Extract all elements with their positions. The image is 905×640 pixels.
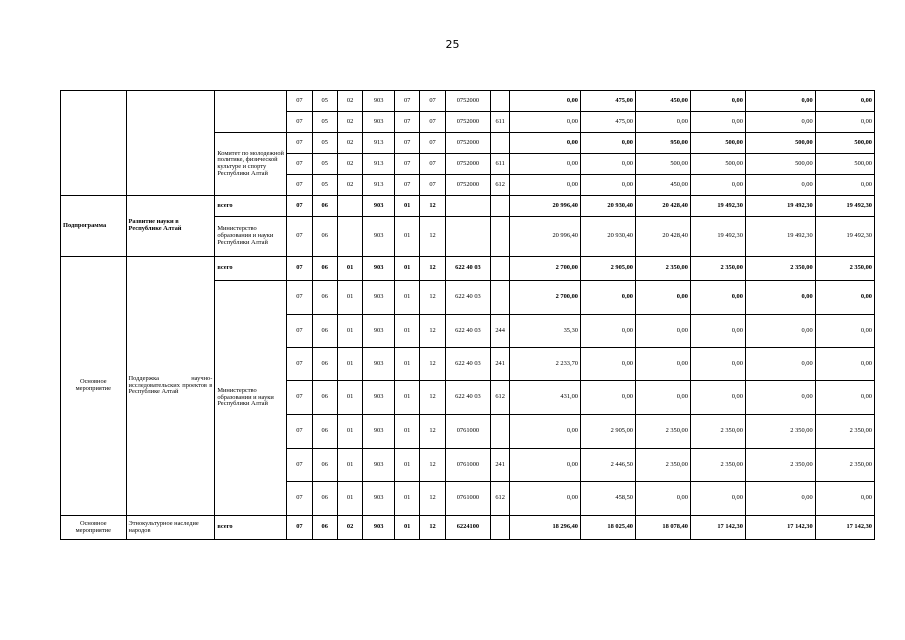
code-cell: 01	[337, 449, 362, 482]
code-cell: 903	[363, 281, 395, 315]
table-row	[61, 196, 875, 217]
code-cell: 02	[337, 133, 362, 154]
code-cell: 612	[491, 381, 510, 415]
code-cell	[337, 217, 362, 257]
amount-cell: 0,00	[635, 281, 690, 315]
amount-cell: 0,00	[581, 315, 636, 348]
code-cell: 0761000	[445, 415, 490, 449]
code-cell: 12	[420, 196, 445, 217]
amount-cell: 0,00	[690, 315, 745, 348]
code-cell: 07	[287, 348, 312, 381]
amount-cell: 19 492,30	[745, 217, 815, 257]
amount-cell: 0,00	[510, 482, 581, 516]
amount-cell: 0,00	[581, 175, 636, 196]
code-cell: 05	[312, 154, 337, 175]
code-cell	[445, 196, 490, 217]
code-cell: 05	[312, 112, 337, 133]
amount-cell: 0,00	[815, 281, 874, 315]
code-cell: 07	[287, 196, 312, 217]
code-cell: 06	[312, 415, 337, 449]
code-cell: 0752000	[445, 112, 490, 133]
total-label: всего	[215, 196, 287, 217]
code-cell: 07	[420, 154, 445, 175]
amount-cell: 2 350,00	[635, 449, 690, 482]
ministry-cell: Министерство образовании и науки Республики Алтай	[215, 281, 287, 516]
amount-cell: 500,00	[815, 154, 874, 175]
empty-cell	[126, 91, 215, 196]
code-cell: 01	[394, 196, 419, 217]
code-cell: 07	[287, 482, 312, 516]
ministry-cell: Министерство образования и науки Республики Алтай	[215, 217, 287, 257]
code-cell	[337, 196, 362, 217]
code-cell: 02	[337, 175, 362, 196]
code-cell: 07	[287, 91, 312, 112]
amount-cell: 500,00	[690, 154, 745, 175]
amount-cell: 2 350,00	[815, 449, 874, 482]
amount-cell: 450,00	[635, 175, 690, 196]
amount-cell: 431,00	[510, 381, 581, 415]
amount-cell: 19 492,30	[690, 217, 745, 257]
measure-label: Основное мероприятие	[61, 257, 127, 516]
amount-cell: 0,00	[745, 91, 815, 112]
code-cell: 903	[363, 482, 395, 516]
page-number: 25	[445, 38, 460, 51]
code-cell: 06	[312, 449, 337, 482]
code-cell: 0752000	[445, 91, 490, 112]
code-cell: 611	[491, 154, 510, 175]
amount-cell: 0,00	[581, 281, 636, 315]
amount-cell: 19 492,30	[815, 196, 874, 217]
code-cell: 12	[420, 482, 445, 516]
amount-cell: 2 233,70	[510, 348, 581, 381]
code-cell: 01	[337, 415, 362, 449]
code-cell: 622 40 03	[445, 315, 490, 348]
code-cell: 05	[312, 91, 337, 112]
measure-title: Этнокультурное наследие народов	[126, 516, 215, 540]
code-cell: 01	[394, 381, 419, 415]
code-cell	[491, 217, 510, 257]
code-cell: 12	[420, 315, 445, 348]
amount-cell: 0,00	[815, 91, 874, 112]
amount-cell: 2 350,00	[690, 449, 745, 482]
amount-cell: 2 350,00	[745, 449, 815, 482]
code-cell: 903	[363, 196, 395, 217]
code-cell: 12	[420, 381, 445, 415]
amount-cell: 0,00	[510, 91, 581, 112]
code-cell: 01	[394, 482, 419, 516]
amount-cell: 0,00	[690, 348, 745, 381]
code-cell: 903	[363, 257, 395, 281]
code-cell: 622 40 03	[445, 381, 490, 415]
code-cell	[491, 516, 510, 540]
code-cell: 903	[363, 415, 395, 449]
code-cell: 07	[394, 154, 419, 175]
code-cell: 07	[420, 175, 445, 196]
code-cell: 12	[420, 257, 445, 281]
code-cell: 903	[363, 449, 395, 482]
code-cell: 06	[312, 381, 337, 415]
table-row	[61, 91, 875, 112]
code-cell: 07	[394, 112, 419, 133]
table-row	[61, 257, 875, 281]
code-cell: 06	[312, 217, 337, 257]
code-cell: 07	[394, 91, 419, 112]
code-cell: 903	[363, 217, 395, 257]
amount-cell: 950,00	[635, 133, 690, 154]
subprogram-label: Подпрограмма	[61, 196, 127, 257]
code-cell: 903	[363, 315, 395, 348]
code-cell: 611	[491, 112, 510, 133]
amount-cell: 2 350,00	[745, 257, 815, 281]
amount-cell: 0,00	[690, 112, 745, 133]
amount-cell: 2 700,00	[510, 281, 581, 315]
code-cell: 12	[420, 449, 445, 482]
code-cell: 0761000	[445, 482, 490, 516]
code-cell: 02	[337, 154, 362, 175]
budget-table	[60, 90, 875, 540]
amount-cell: 0,00	[815, 175, 874, 196]
code-cell: 02	[337, 112, 362, 133]
amount-cell: 17 142,30	[745, 516, 815, 540]
subprogram-title: Развитие науки в Республике Алтай	[126, 196, 215, 257]
committee-cell: Комитет по молодежной политике, физической культуре и спорту Республики Алтай	[215, 133, 287, 196]
amount-cell: 0,00	[510, 133, 581, 154]
amount-cell: 0,00	[510, 449, 581, 482]
code-cell: 01	[394, 281, 419, 315]
code-cell	[491, 91, 510, 112]
amount-cell: 20 930,40	[581, 196, 636, 217]
code-cell: 07	[287, 257, 312, 281]
total-label: всего	[215, 516, 287, 540]
code-cell: 06	[312, 196, 337, 217]
amount-cell: 0,00	[690, 91, 745, 112]
code-cell: 612	[491, 175, 510, 196]
code-cell: 0752000	[445, 154, 490, 175]
amount-cell: 0,00	[510, 154, 581, 175]
code-cell: 07	[287, 281, 312, 315]
amount-cell: 17 142,30	[815, 516, 874, 540]
code-cell: 241	[491, 348, 510, 381]
empty-cell	[215, 91, 287, 133]
amount-cell: 458,50	[581, 482, 636, 516]
code-cell: 07	[287, 449, 312, 482]
code-cell: 01	[337, 257, 362, 281]
code-cell	[491, 133, 510, 154]
code-cell: 06	[312, 482, 337, 516]
code-cell: 244	[491, 315, 510, 348]
amount-cell: 0,00	[510, 112, 581, 133]
amount-cell: 0,00	[745, 482, 815, 516]
amount-cell: 0,00	[510, 415, 581, 449]
code-cell: 01	[337, 348, 362, 381]
amount-cell: 0,00	[815, 381, 874, 415]
amount-cell: 0,00	[815, 482, 874, 516]
amount-cell: 0,00	[745, 112, 815, 133]
amount-cell: 0,00	[690, 281, 745, 315]
code-cell: 903	[363, 91, 395, 112]
amount-cell: 500,00	[635, 154, 690, 175]
code-cell: 622 40 03	[445, 257, 490, 281]
amount-cell: 19 492,30	[690, 196, 745, 217]
amount-cell: 20 996,40	[510, 217, 581, 257]
code-cell: 07	[420, 133, 445, 154]
code-cell: 622 40 03	[445, 348, 490, 381]
code-cell: 12	[420, 217, 445, 257]
code-cell	[491, 257, 510, 281]
amount-cell: 0,00	[581, 133, 636, 154]
amount-cell: 2 350,00	[745, 415, 815, 449]
code-cell: 07	[287, 516, 312, 540]
amount-cell: 0,00	[581, 381, 636, 415]
code-cell: 06	[312, 348, 337, 381]
code-cell: 903	[363, 348, 395, 381]
code-cell: 01	[394, 516, 419, 540]
code-cell: 05	[312, 133, 337, 154]
amount-cell: 35,30	[510, 315, 581, 348]
amount-cell: 2 350,00	[815, 415, 874, 449]
code-cell	[445, 217, 490, 257]
amount-cell: 0,00	[815, 112, 874, 133]
empty-cell	[61, 91, 127, 196]
amount-cell: 2 446,50	[581, 449, 636, 482]
amount-cell: 0,00	[635, 381, 690, 415]
amount-cell: 0,00	[745, 175, 815, 196]
code-cell: 07	[394, 133, 419, 154]
code-cell: 01	[394, 415, 419, 449]
amount-cell: 475,00	[581, 91, 636, 112]
amount-cell: 0,00	[745, 281, 815, 315]
code-cell: 913	[363, 154, 395, 175]
code-cell: 12	[420, 415, 445, 449]
code-cell: 12	[420, 348, 445, 381]
amount-cell: 0,00	[635, 315, 690, 348]
amount-cell: 0,00	[635, 482, 690, 516]
code-cell: 903	[363, 516, 395, 540]
amount-cell: 500,00	[745, 154, 815, 175]
code-cell: 01	[337, 482, 362, 516]
amount-cell: 2 350,00	[690, 257, 745, 281]
amount-cell: 0,00	[581, 154, 636, 175]
amount-cell: 0,00	[690, 175, 745, 196]
amount-cell: 20 930,40	[581, 217, 636, 257]
code-cell: 913	[363, 133, 395, 154]
code-cell: 903	[363, 112, 395, 133]
code-cell: 12	[420, 281, 445, 315]
code-cell: 6224100	[445, 516, 490, 540]
code-cell: 07	[420, 112, 445, 133]
code-cell	[491, 196, 510, 217]
code-cell: 241	[491, 449, 510, 482]
amount-cell: 2 700,00	[510, 257, 581, 281]
amount-cell: 0,00	[745, 381, 815, 415]
code-cell: 903	[363, 381, 395, 415]
amount-cell: 0,00	[745, 348, 815, 381]
table-row	[61, 516, 875, 540]
amount-cell: 20 428,40	[635, 217, 690, 257]
amount-cell: 2 350,00	[690, 415, 745, 449]
code-cell: 06	[312, 315, 337, 348]
amount-cell: 0,00	[635, 348, 690, 381]
amount-cell: 500,00	[815, 133, 874, 154]
code-cell: 07	[287, 175, 312, 196]
code-cell: 07	[287, 112, 312, 133]
measure-label: Основное мероприятие	[61, 516, 127, 540]
amount-cell: 0,00	[690, 482, 745, 516]
total-label: всего	[215, 257, 287, 281]
code-cell: 07	[394, 175, 419, 196]
code-cell: 622 40 03	[445, 281, 490, 315]
amount-cell: 20 428,40	[635, 196, 690, 217]
code-cell	[491, 415, 510, 449]
amount-cell: 0,00	[745, 315, 815, 348]
code-cell: 01	[394, 449, 419, 482]
code-cell: 06	[312, 281, 337, 315]
amount-cell: 0,00	[581, 348, 636, 381]
code-cell: 07	[287, 133, 312, 154]
amount-cell: 2 905,00	[581, 257, 636, 281]
amount-cell: 2 905,00	[581, 415, 636, 449]
code-cell: 01	[337, 315, 362, 348]
code-cell: 01	[394, 315, 419, 348]
code-cell: 0761000	[445, 449, 490, 482]
amount-cell: 0,00	[815, 315, 874, 348]
code-cell: 01	[394, 348, 419, 381]
code-cell: 02	[337, 516, 362, 540]
code-cell: 02	[337, 91, 362, 112]
code-cell: 612	[491, 482, 510, 516]
amount-cell: 20 996,40	[510, 196, 581, 217]
code-cell: 01	[337, 381, 362, 415]
code-cell: 07	[287, 154, 312, 175]
amount-cell: 18 296,40	[510, 516, 581, 540]
code-cell: 07	[420, 91, 445, 112]
code-cell: 05	[312, 175, 337, 196]
amount-cell: 2 350,00	[815, 257, 874, 281]
code-cell: 07	[287, 217, 312, 257]
amount-cell: 18 078,40	[635, 516, 690, 540]
amount-cell: 2 350,00	[635, 415, 690, 449]
amount-cell: 0,00	[510, 175, 581, 196]
code-cell: 07	[287, 315, 312, 348]
amount-cell: 0,00	[815, 348, 874, 381]
amount-cell: 19 492,30	[745, 196, 815, 217]
code-cell: 07	[287, 415, 312, 449]
amount-cell: 500,00	[690, 133, 745, 154]
code-cell: 12	[420, 516, 445, 540]
code-cell: 01	[337, 281, 362, 315]
amount-cell: 18 025,40	[581, 516, 636, 540]
code-cell	[491, 281, 510, 315]
code-cell: 06	[312, 257, 337, 281]
code-cell: 01	[394, 257, 419, 281]
code-cell: 07	[287, 381, 312, 415]
amount-cell: 450,00	[635, 91, 690, 112]
code-cell: 0752000	[445, 133, 490, 154]
amount-cell: 0,00	[635, 112, 690, 133]
code-cell: 913	[363, 175, 395, 196]
code-cell: 06	[312, 516, 337, 540]
amount-cell: 0,00	[690, 381, 745, 415]
amount-cell: 500,00	[745, 133, 815, 154]
amount-cell: 17 142,30	[690, 516, 745, 540]
amount-cell: 475,00	[581, 112, 636, 133]
measure-title: Поддержка научно-исследовательских проектов в Республике Алтай	[126, 257, 215, 516]
amount-cell: 19 492,30	[815, 217, 874, 257]
code-cell: 01	[394, 217, 419, 257]
code-cell: 0752000	[445, 175, 490, 196]
amount-cell: 2 350,00	[635, 257, 690, 281]
